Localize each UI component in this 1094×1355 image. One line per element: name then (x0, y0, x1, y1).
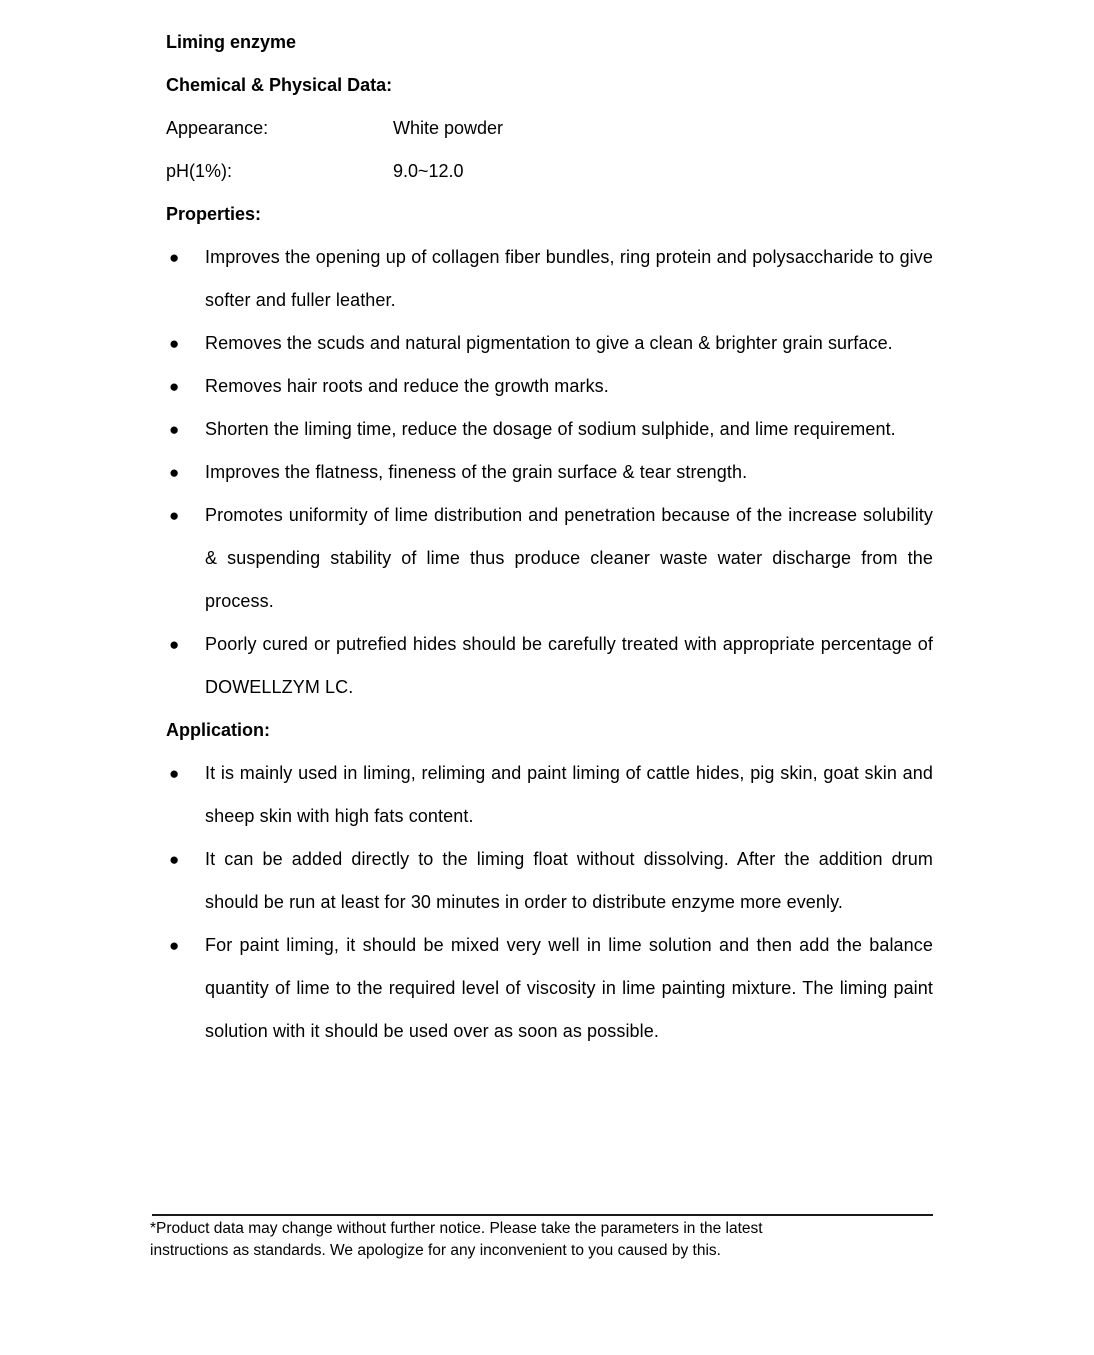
document-body (166, 21, 933, 1053)
bullet-icon: ● (169, 334, 180, 353)
list-item (166, 838, 933, 924)
bullet-icon: ● (169, 850, 180, 869)
bullet-text: Shorten the liming time, reduce the dosage of sodium sulphide, and lime requirement. (205, 419, 896, 439)
bullet-icon: ● (169, 248, 180, 267)
bullet-text: For paint liming, it should be mixed very well in lime solution and then add the balance quantity of lime to the required level of viscosity in lime painting mixture. The liming paint solution with it should be used over as soon as possible. (205, 935, 933, 1041)
bullet-icon: ● (169, 463, 180, 482)
list-item (166, 451, 933, 494)
footnote-divider (152, 1214, 933, 1216)
list-item (166, 322, 933, 365)
field-value-ph: 9.0~12.0 (393, 161, 464, 181)
bullet-icon: ● (169, 764, 180, 783)
list-item (166, 924, 933, 1053)
bullet-icon: ● (169, 506, 180, 525)
list-item (166, 752, 933, 838)
section-heading-chemical: Chemical & Physical Data: (166, 75, 393, 95)
list-item (166, 408, 933, 451)
section-heading-application: Application: (166, 720, 270, 740)
bullet-icon: ● (169, 936, 180, 955)
data-row-appearance (166, 107, 933, 150)
bullet-text: Improves the flatness, fineness of the grain surface & tear strength. (205, 462, 748, 482)
page-title: Liming enzyme (166, 32, 297, 52)
footnote-line: *Product data may change without further notice. Please take the parameters in the latest (150, 1220, 763, 1237)
field-label-appearance: Appearance: (166, 118, 269, 138)
field-value-appearance: White powder (393, 118, 504, 138)
list-item (166, 236, 933, 322)
bullet-text: Promotes uniformity of lime distribution and penetration because of the increase solubility & suspending stability of lime thus produce cleaner waste water discharge from the process. (205, 505, 933, 611)
bullet-text: It is mainly used in liming, reliming and paint liming of cattle hides, pig skin, goat skin and sheep skin with high fats content. (205, 763, 933, 826)
list-item (166, 623, 933, 709)
data-row-ph (166, 150, 933, 193)
list-item (166, 365, 933, 408)
bullet-icon: ● (169, 420, 180, 439)
bullet-text: Improves the opening up of collagen fiber bundles, ring protein and polysaccharide to give softer and fuller leather. (205, 247, 933, 310)
footnote-line: instructions as standards. We apologize for any inconvenient to you caused by this. (150, 1242, 721, 1259)
list-item (166, 494, 933, 623)
section-heading-properties: Properties: (166, 204, 262, 224)
footnote (150, 1218, 950, 1262)
bullet-text: Poorly cured or putrefied hides should be carefully treated with appropriate percentage of DOWELLZYM LC. (205, 634, 933, 697)
bullet-text: Removes hair roots and reduce the growth marks. (205, 376, 609, 396)
bullet-icon: ● (169, 635, 180, 654)
bullet-text: Removes the scuds and natural pigmentation to give a clean & brighter grain surface. (205, 333, 893, 353)
bullet-icon: ● (169, 377, 180, 396)
field-label-ph: pH(1%): (166, 161, 233, 181)
bullet-text: It can be added directly to the liming float without dissolving. After the addition drum should be run at least for 30 minutes in order to distribute enzyme more evenly. (205, 849, 933, 912)
